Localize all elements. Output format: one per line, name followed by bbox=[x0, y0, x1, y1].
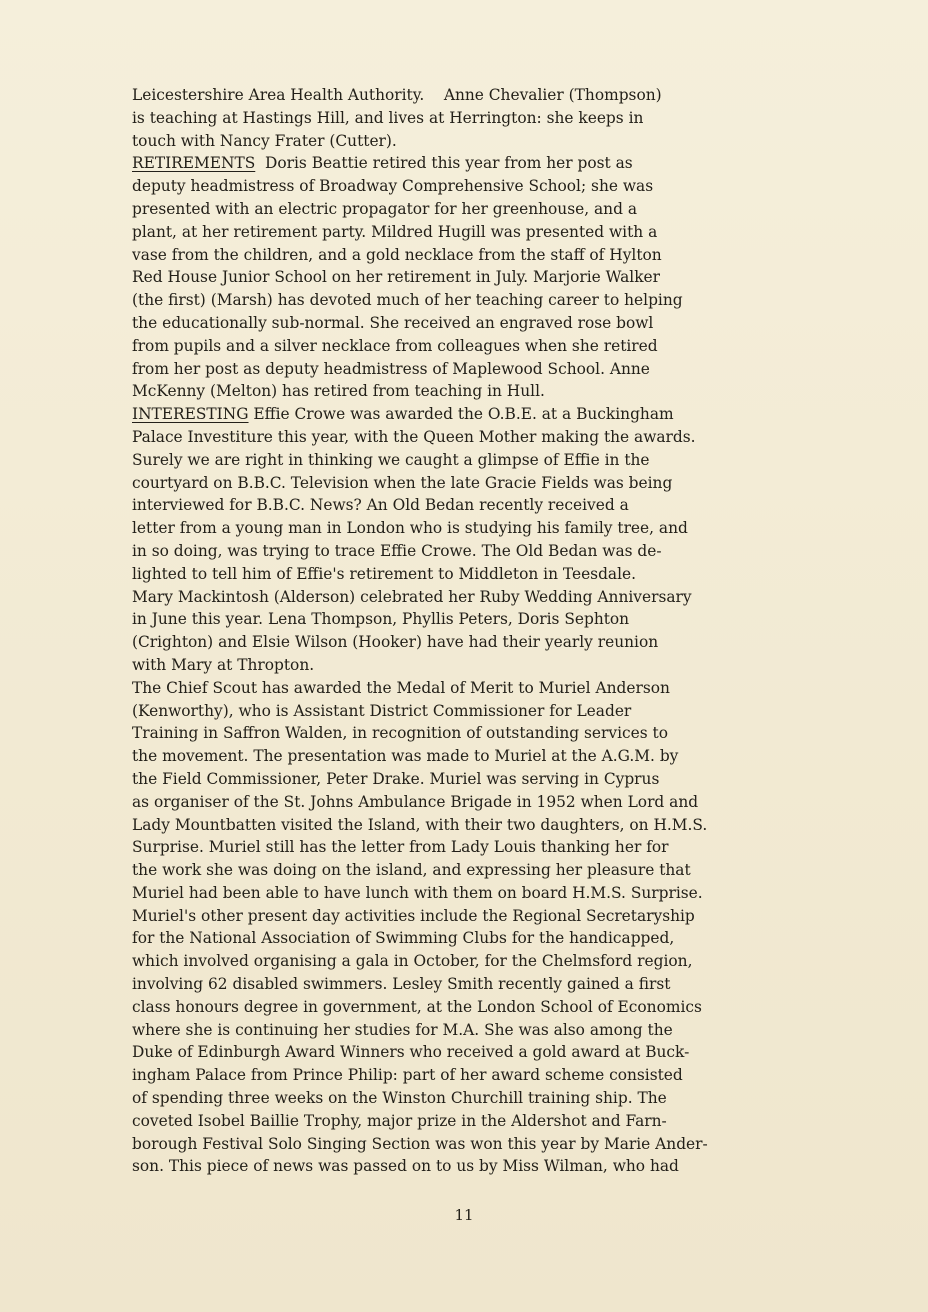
line-text: Palace Investiture this year, with the Queen Mother making the awards. bbox=[132, 427, 696, 446]
text-line bbox=[132, 175, 812, 198]
line-text: as organiser of the St. Johns Ambulance Brigade in 1952 when Lord and bbox=[132, 792, 699, 811]
text-line bbox=[132, 859, 812, 882]
line-text: The Chief Scout has awarded the Medal of Merit to Muriel Anderson bbox=[132, 678, 670, 697]
line-text: is teaching at Hastings Hill, and lives at Herrington: she keeps in bbox=[132, 108, 644, 127]
line-text: Duke of Edinburgh Award Winners who received a gold award at Buck- bbox=[132, 1043, 690, 1062]
line-text: class honours degree in government, at the London School of Economics bbox=[132, 997, 702, 1016]
text-line bbox=[132, 380, 812, 403]
text-line bbox=[132, 335, 812, 358]
text-line bbox=[132, 107, 812, 130]
line-text: Doris Beattie retired this year from her post as bbox=[255, 154, 633, 173]
line-text: in June this year. Lena Thompson, Phyllis Peters, Doris Sephton bbox=[132, 610, 630, 629]
line-text: Red House Junior School on her retirement in July. Marjorie Walker bbox=[132, 268, 661, 287]
text-line bbox=[132, 130, 812, 153]
text-line bbox=[132, 244, 812, 267]
line-text: the movement. The presentation was made to Muriel at the A.G.M. by bbox=[132, 747, 679, 766]
text-line bbox=[132, 996, 812, 1019]
line-text: from pupils and a silver necklace from colleagues when she retired bbox=[132, 336, 658, 355]
line-text: in so doing, was trying to trace Effie Crowe. The Old Bedan was de- bbox=[132, 541, 662, 560]
line-text: son. This piece of news was passed on to us by Miss Wilman, who had bbox=[132, 1157, 679, 1176]
text-line bbox=[132, 1064, 812, 1087]
line-text: ingham Palace from Prince Philip: part of her award scheme consisted bbox=[132, 1066, 683, 1085]
text-line bbox=[132, 1110, 812, 1133]
text-line bbox=[132, 905, 812, 928]
text-line bbox=[132, 358, 812, 381]
line-text: McKenny (Melton) has retired from teaching in Hull. bbox=[132, 382, 545, 401]
text-line bbox=[132, 700, 812, 723]
line-text: of spending three weeks on the Winston Churchill training ship. The bbox=[132, 1089, 667, 1108]
line-text: courtyard on B.B.C. Television when the late Gracie Fields was being bbox=[132, 473, 673, 492]
text-line bbox=[132, 403, 812, 426]
text-line bbox=[132, 563, 812, 586]
text-line bbox=[132, 791, 812, 814]
line-text: touch with Nancy Frater (Cutter). bbox=[132, 131, 397, 150]
line-text: Muriel had been able to have lunch with them on board H.M.S. Surprise. bbox=[132, 883, 703, 902]
line-text: with Mary at Thropton. bbox=[132, 655, 315, 674]
line-text: the educationally sub-normal. She received an engraved rose bowl bbox=[132, 313, 654, 332]
line-text: borough Festival Solo Singing Section was won this year by Marie Ander- bbox=[132, 1134, 708, 1153]
text-line bbox=[132, 927, 812, 950]
text-line bbox=[132, 221, 812, 244]
line-text: (Crighton) and Elsie Wilson (Hooker) have had their yearly reunion bbox=[132, 633, 659, 652]
text-line bbox=[132, 289, 812, 312]
text-line bbox=[132, 312, 812, 335]
page-number: 11 bbox=[454, 1206, 474, 1224]
text-line bbox=[132, 722, 812, 745]
text-line bbox=[132, 586, 812, 609]
line-text: lighted to tell him of Effie's retirement to Middleton in Teesdale. bbox=[132, 564, 637, 583]
text-line bbox=[132, 198, 812, 221]
text-line bbox=[132, 1155, 812, 1178]
article-text bbox=[132, 84, 812, 1178]
text-line bbox=[132, 1019, 812, 1042]
line-text: the work she was doing on the island, and expressing her pleasure that bbox=[132, 861, 691, 880]
text-line bbox=[132, 1087, 812, 1110]
line-text: Mary Mackintosh (Alderson) celebrated her Ruby Wedding Anniversary bbox=[132, 587, 692, 606]
text-line bbox=[132, 814, 812, 837]
line-text: Surprise. Muriel still has the letter from Lady Louis thanking her for bbox=[132, 838, 669, 857]
text-line bbox=[132, 266, 812, 289]
line-text: where she is continuing her studies for M.A. She was also among the bbox=[132, 1020, 673, 1039]
line-text: presented with an electric propagator for her greenhouse, and a bbox=[132, 199, 638, 218]
line-text: vase from the children, and a gold necklace from the staff of Hylton bbox=[132, 245, 662, 264]
line-text: (Kenworthy), who is Assistant District Commissioner for Leader bbox=[132, 701, 632, 720]
section-heading: INTERESTING bbox=[132, 405, 249, 424]
text-line bbox=[132, 1041, 812, 1064]
line-text: coveted Isobel Baillie Trophy, major prize in the Aldershot and Farn- bbox=[132, 1111, 667, 1130]
line-text: Surely we are right in thinking we caught a glimpse of Effie in the bbox=[132, 450, 650, 469]
line-text: which involved organising a gala in October, for the Chelmsford region, bbox=[132, 952, 693, 971]
line-text: the Field Commissioner, Peter Drake. Muriel was serving in Cyprus bbox=[132, 769, 660, 788]
line-text: (the first) (Marsh) has devoted much of her teaching career to helping bbox=[132, 291, 683, 310]
line-text: Muriel's other present day activities include the Regional Secretaryship bbox=[132, 906, 695, 925]
text-line bbox=[132, 472, 812, 495]
line-text: plant, at her retirement party. Mildred Hugill was presented with a bbox=[132, 222, 658, 241]
text-line bbox=[132, 540, 812, 563]
text-line bbox=[132, 677, 812, 700]
line-text: involving 62 disabled swimmers. Lesley Smith recently gained a first bbox=[132, 975, 671, 994]
line-text: Leicestershire Area Health Authority. Anne Chevalier (Thompson) bbox=[132, 86, 662, 104]
line-text: Lady Mountbatten visited the Island, with their two daughters, on H.M.S. bbox=[132, 815, 708, 834]
line-text: Effie Crowe was awarded the O.B.E. at a Buckingham bbox=[248, 405, 674, 424]
text-line bbox=[132, 745, 812, 768]
text-line bbox=[132, 449, 812, 472]
line-text: interviewed for B.B.C. News? An Old Bedan recently received a bbox=[132, 496, 629, 515]
text-line bbox=[132, 882, 812, 905]
line-text: from her post as deputy headmistress of Maplewood School. Anne bbox=[132, 359, 650, 378]
text-line bbox=[132, 768, 812, 791]
text-line bbox=[132, 631, 812, 654]
text-line bbox=[132, 84, 812, 107]
text-line bbox=[132, 517, 812, 540]
line-text: letter from a young man in London who is studying his family tree, and bbox=[132, 519, 688, 538]
text-line bbox=[132, 494, 812, 517]
text-line bbox=[132, 973, 812, 996]
line-text: for the National Association of Swimming Clubs for the handicapped, bbox=[132, 929, 675, 948]
text-line bbox=[132, 608, 812, 631]
text-line bbox=[132, 426, 812, 449]
line-text: deputy headmistress of Broadway Comprehensive School; she was bbox=[132, 177, 654, 196]
section-heading: RETIREMENTS bbox=[132, 154, 256, 173]
text-line bbox=[132, 654, 812, 677]
text-line bbox=[132, 1133, 812, 1156]
text-line bbox=[132, 152, 812, 175]
text-line bbox=[132, 836, 812, 859]
line-text: Training in Saffron Walden, in recognition of outstanding services to bbox=[132, 724, 668, 743]
text-line bbox=[132, 950, 812, 973]
